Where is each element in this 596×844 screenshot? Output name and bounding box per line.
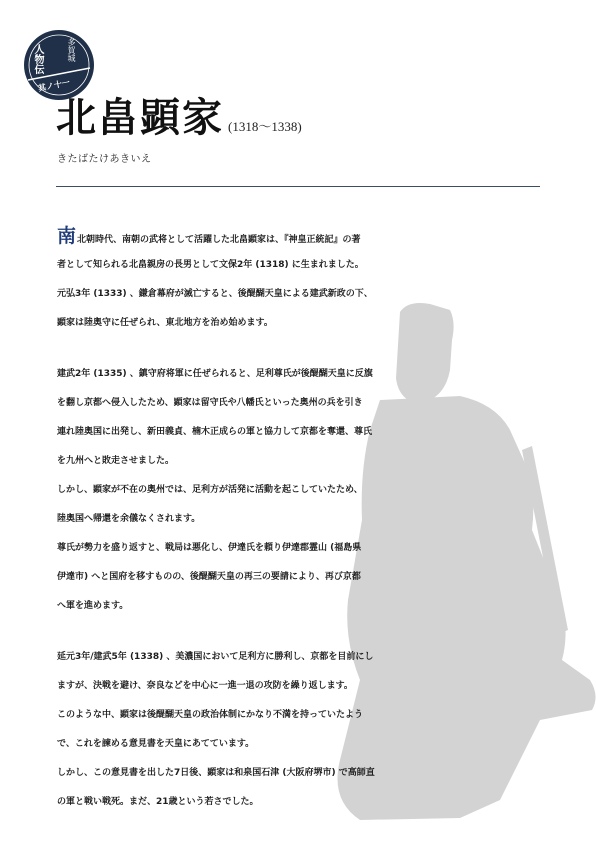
text-line: このような中、顕家は後醍醐天皇の政治体制にかなり不満を持っていたよう — [57, 710, 364, 720]
text-line: 陸奥国へ帰還を余儀なくされます。 — [57, 514, 201, 524]
text-line: を九州へと敗走させました。 — [57, 456, 175, 466]
page-title: 北畠顕家 — [56, 94, 224, 141]
text-line: で、これを諫める意見書を天皇にあてています。 — [57, 739, 255, 749]
text-line: へ軍を進めます。 — [57, 601, 129, 611]
badge-middle-text: 人物伝 — [32, 44, 43, 74]
text-line: 尊氏が勢力を盛り返すと、戦局は悪化し、伊達氏を頼り伊達郡霊山 (福島県 — [57, 543, 362, 553]
text-line: しかし、この意見書を出した7日後、顕家は和泉国石津 (大阪府堺市) で高師直 — [57, 768, 375, 778]
text-line: ますが、決戦を避け、奈良などを中心に一進一退の攻防を繰り返します。 — [57, 681, 353, 691]
text-line: 伊達市) へと国府を移すものの、後醍醐天皇の再三の要請により、再び京都 — [57, 572, 361, 582]
paragraph-1 — [57, 222, 547, 338]
text-line: の軍と戦い戦死。まだ、21歳という若さでした。 — [57, 797, 259, 807]
text-line: 者として知られる北畠親房の長男として文保2年 (1318) に生まれました。 — [57, 260, 364, 270]
paragraph-3 — [57, 643, 547, 817]
badge-number-text: 其ノ十一 — [37, 78, 71, 93]
article-body — [57, 222, 547, 817]
drop-cap: 南 — [57, 225, 77, 247]
text-line: 建武2年 (1335) 、鎮守府将軍に任ぜられると、足利尊氏が後醍醐天皇に反旗 — [57, 369, 373, 379]
name-reading: きたばたけあきいえ — [57, 154, 152, 165]
title-divider — [56, 186, 540, 187]
text-line: を翻し京都へ侵入したため、顕家は留守氏や八幡氏といった奥州の兵を引き — [57, 398, 363, 408]
text-line: 延元3年/建武5年 (1338) 、美濃国において足利方に勝利し、京都を目前にし — [57, 652, 374, 662]
text-line: 元弘3年 (1333) 、鎌倉幕府が滅亡すると、後醍醐天皇による建武新政の下、 — [57, 289, 373, 299]
paragraph-2 — [57, 360, 547, 621]
text-line: 南北朝時代、南朝の武将として活躍した北畠顕家は、『神皇正統記』の著 — [57, 225, 361, 247]
text-line: 顕家は陸奥守に任ぜられ、東北地方を治め始めます。 — [57, 318, 273, 328]
badge-top-text: 多賀城 — [67, 38, 76, 62]
text-line: しかし、顕家が不在の奥州では、足利方が活発に活動を起こしていたため、 — [57, 485, 363, 495]
life-years: (1318〜1338) — [228, 119, 302, 134]
title-block — [56, 94, 302, 141]
text-line: 連れ陸奥国に出発し、新田義貞、楠木正成らの軍と協力して京都を奪還、尊氏 — [57, 427, 373, 437]
